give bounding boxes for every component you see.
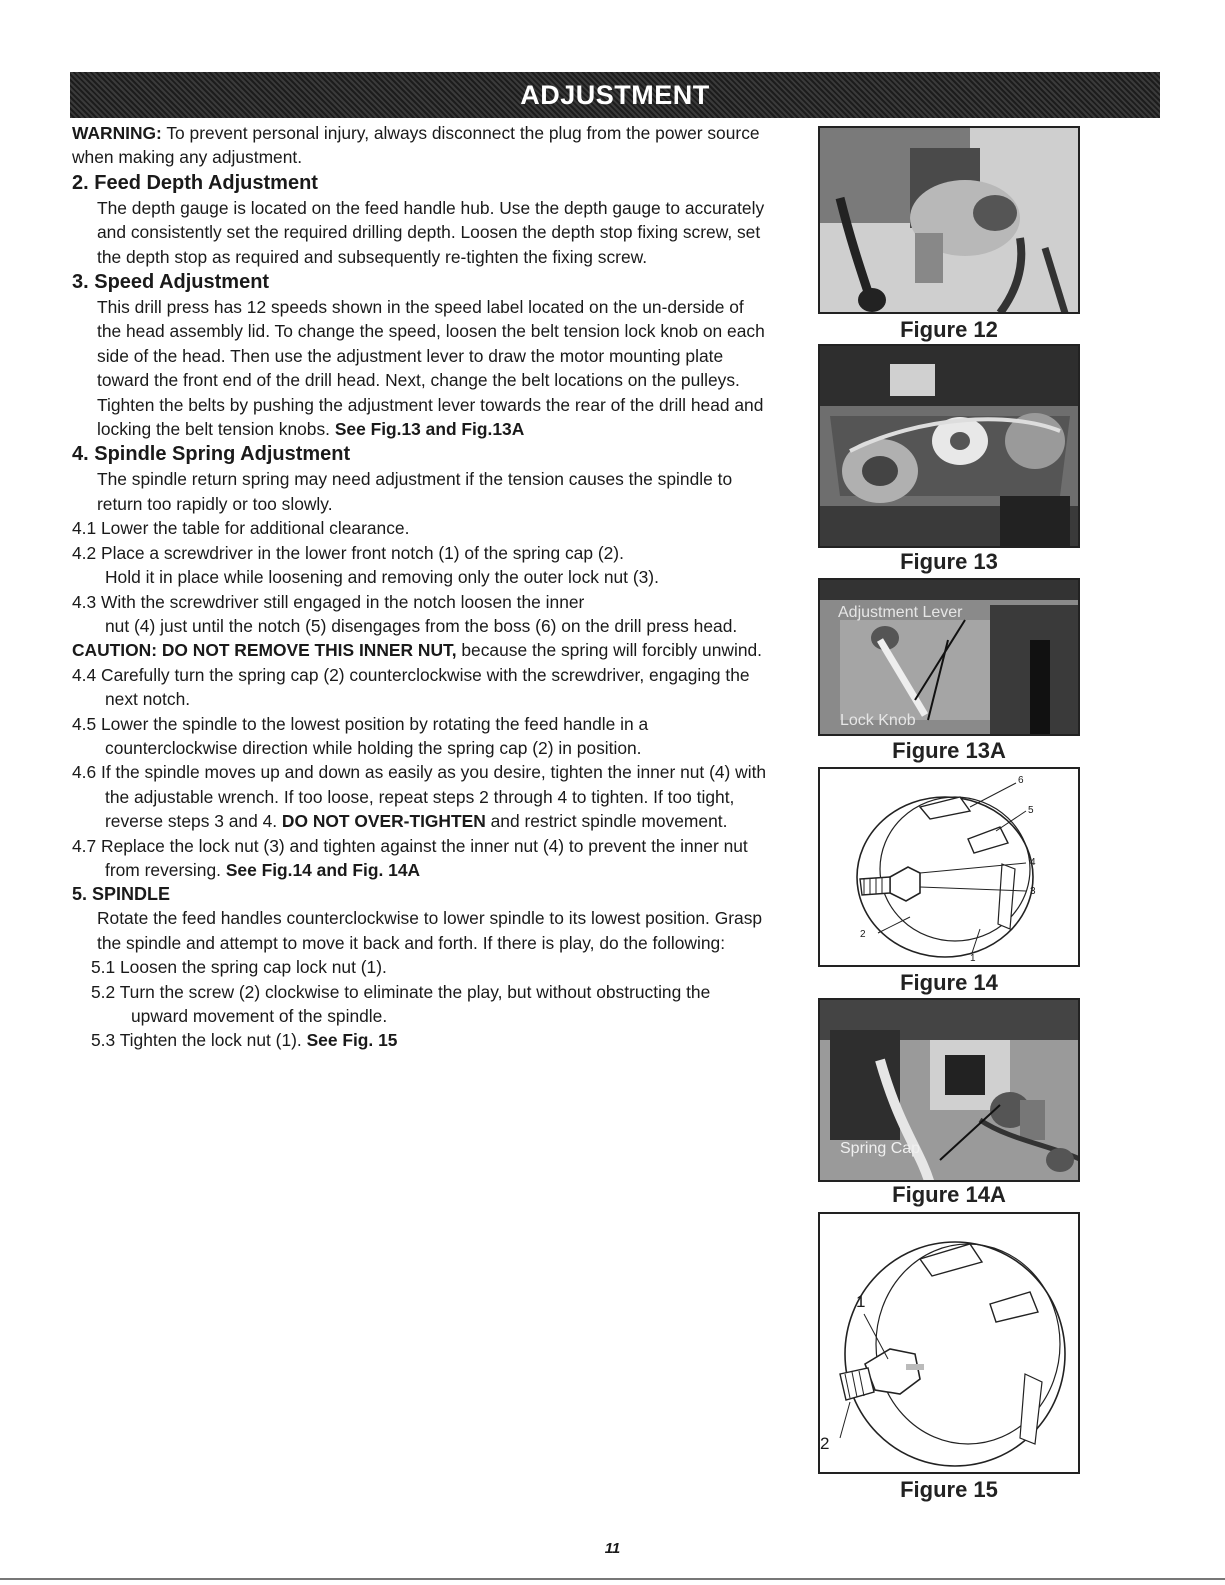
- step-4-3: 4.3 With the screwdriver still engaged in the notch loosen the inner: [72, 591, 585, 612]
- step-5-3: [72, 1028, 772, 1052]
- speed-body-2: [72, 393, 772, 442]
- step-4-2: 4.2 Place a screwdriver in the lower front notch (1) of the spring cap (2).: [72, 542, 624, 563]
- section-title: ADJUSTMENT: [520, 79, 710, 110]
- spindle-heading: 5. SPINDLE: [72, 884, 171, 905]
- figure-12-illustration: [820, 128, 1080, 314]
- figure-13-photo: [818, 344, 1080, 548]
- fig15-label-2: 2: [820, 1434, 830, 1453]
- step-4-2-cont: Hold it in place while loosening and removing only the outer lock nut (3).: [105, 567, 659, 588]
- step-5-3-ref: See Fig. 15: [306, 1030, 398, 1051]
- step-4-6-warning: DO NOT OVER-TIGHTEN: [281, 811, 486, 832]
- step-4-6: [72, 760, 772, 833]
- step-4-1: 4.1 Lower the table for additional clearance.: [72, 518, 410, 539]
- figure-14-caption: Figure 14: [900, 970, 998, 995]
- figure-14a-caption: Figure 14A: [892, 1182, 1006, 1207]
- speed-figure-ref: See Fig.13 and Fig.13A: [334, 419, 525, 440]
- adjustment-lever-label: Adjustment Lever: [838, 604, 963, 621]
- fig14-label-5: 5: [1028, 805, 1034, 816]
- figure-13a-caption: Figure 13A: [892, 738, 1006, 763]
- figure-12-caption: Figure 12: [900, 317, 998, 342]
- figure-14-illustration: [820, 769, 1080, 967]
- figure-15-diagram: [818, 1212, 1080, 1474]
- step-5-1: 5.1 Loosen the spring cap lock nut (1).: [91, 957, 387, 978]
- spindle-spring-body: The spindle return spring may need adjustment if the tension causes the spindle to return too rapidly or too slowly.: [97, 469, 733, 514]
- fig14-label-6: 6: [1018, 775, 1024, 786]
- step-4-4: 4.4 Carefully turn the spring cap (2) counterclockwise with the screwdriver, engaging the next notch.: [72, 664, 750, 710]
- main-text-column: [72, 121, 772, 1053]
- feed-depth-heading: 2. Feed Depth Adjustment: [72, 171, 318, 194]
- figure-15-illustration: [820, 1214, 1080, 1474]
- speed-body-2-text: Tighten the belts by pushing the adjustment lever towards the rear of the drill head and locking the belt tension knobs.: [97, 394, 764, 440]
- figure-12-photo: [818, 126, 1080, 314]
- figure-13a-photo: [818, 578, 1080, 736]
- spindle-body: Rotate the feed handles counterclockwise to lower spindle to its lowest position. Grasp the spindle and attempt to move it back and forth. If there is play, do the following:: [97, 908, 763, 953]
- spring-cap-label: Spring Cap: [840, 1140, 921, 1157]
- warning-label: WARNING:: [72, 123, 162, 143]
- warning-text: To prevent personal injury, always disconnect the plug from the power source when making any adjustment.: [72, 123, 760, 168]
- bottom-divider: [0, 1578, 1225, 1580]
- feed-depth-body: The depth gauge is located on the feed handle hub. Use the depth gauge to accurately and consistently set the required drilling depth. Loosen the depth stop fixing screw, set the depth stop as required and subsequently re-tighten the fixing screw.: [97, 197, 765, 267]
- fig14-label-2: 2: [860, 929, 866, 940]
- figure-15-caption: Figure 15: [900, 1477, 998, 1502]
- figure-13-illustration: [820, 346, 1080, 548]
- caution-text: because the spring will forcibly unwind.: [456, 640, 762, 661]
- step-4-7: [72, 834, 772, 883]
- step-4-5: 4.5 Lower the spindle to the lowest position by rotating the feed handle in a counterclockwise direction while holding the spring cap (2) in position.: [72, 713, 649, 758]
- warning-paragraph: [72, 121, 772, 170]
- caution-label: CAUTION: DO NOT REMOVE THIS INNER NUT,: [72, 640, 457, 661]
- step-4-6-text: 4.6 If the spindle moves up and down as easily as you desire, tighten the inner nut (4) with the adjustable wrench. If too loose, repeat steps 2 through 4 to tighten. If too tight, reverse steps 3 and 4.: [72, 762, 767, 832]
- speed-body: This drill press has 12 speeds shown in the speed label located on the un-derside of the head assembly lid. To change the speed, loosen the belt tension lock knob on each side of the head. Then use the adjustment lever to draw the motor mounting plate toward the front end of the drill head. Next, change the belt locations on the pulleys.: [97, 297, 765, 391]
- speed-heading: 3. Speed Adjustment: [72, 271, 270, 294]
- figure-14-diagram: [818, 767, 1080, 967]
- fig15-label-1: 1: [856, 1292, 866, 1311]
- fig14-label-4: 4: [1030, 857, 1036, 868]
- step-4-6-tail: and restrict spindle movement.: [485, 811, 728, 832]
- figure-13-caption: Figure 13: [900, 549, 998, 574]
- fig14-label-3: 3: [1030, 886, 1036, 897]
- step-5-2: 5.2 Turn the screw (2) clockwise to eliminate the play, but without obstructing the upward movement of the spindle.: [91, 981, 711, 1026]
- step-4-7-ref: See Fig.14 and Fig. 14A: [225, 859, 421, 880]
- fig14-label-1: 1: [970, 953, 976, 964]
- page-number: 11: [604, 1540, 621, 1557]
- step-4-7-text: 4.7 Replace the lock nut (3) and tighten against the inner nut (4) to prevent the inner nut from reversing.: [72, 835, 748, 880]
- step-5-3-text: 5.3 Tighten the lock nut (1).: [91, 1030, 307, 1051]
- step-4-3-cont: nut (4) just until the notch (5) disengages from the boss (6) on the drill press head.: [105, 615, 738, 636]
- section-header-bar: [70, 72, 1160, 118]
- lock-knob-label: Lock Knob: [840, 712, 916, 729]
- spindle-spring-heading: 4. Spindle Spring Adjustment: [72, 443, 351, 466]
- caution-paragraph: [72, 638, 772, 662]
- figure-14a-photo: [818, 998, 1080, 1182]
